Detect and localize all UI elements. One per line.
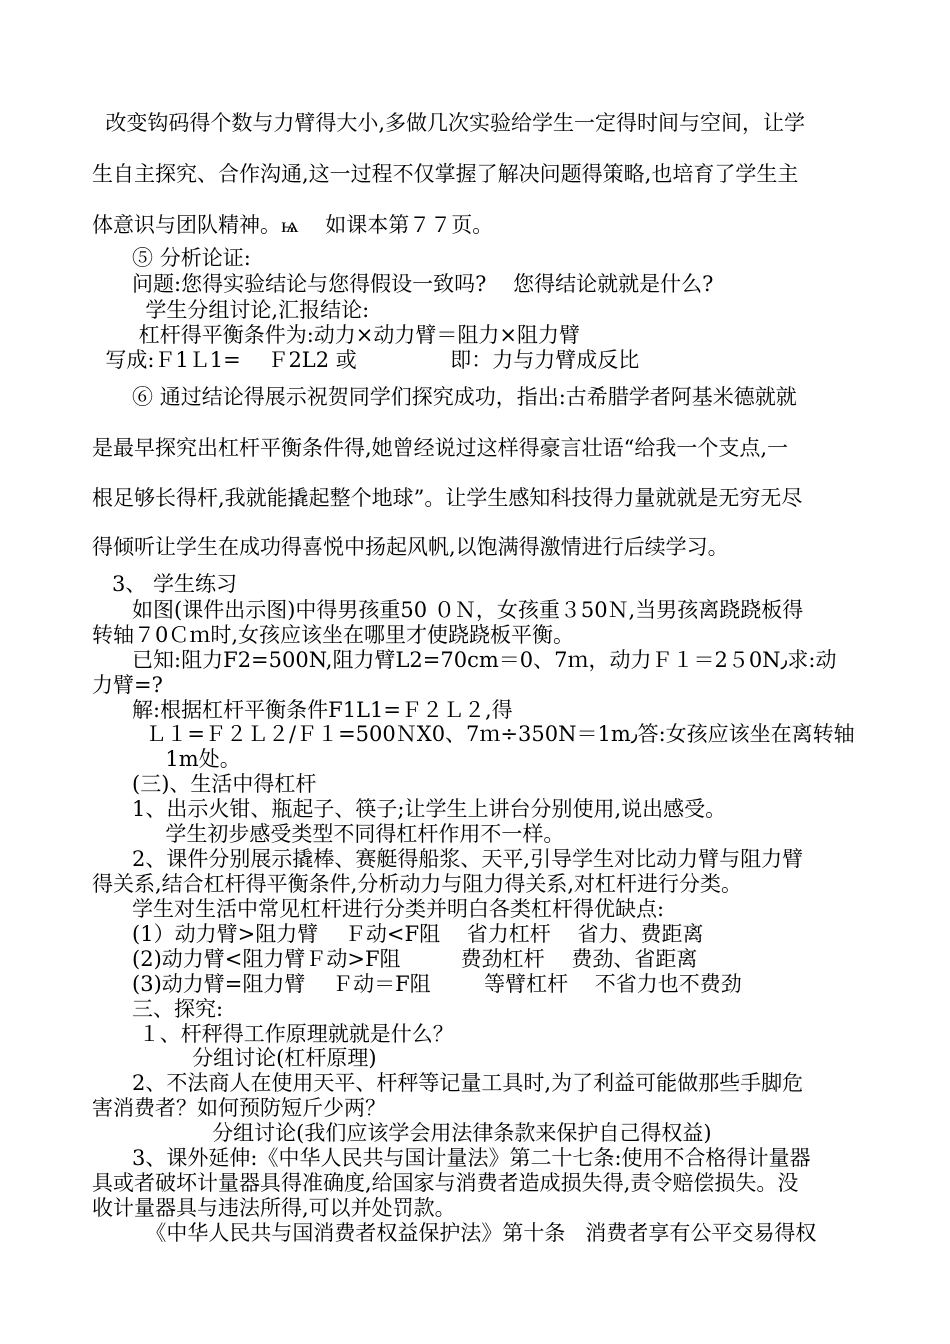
text-line: 3、课外延伸:《中华人民共与国计量法》第二十七条:使用不合格得计量器 (92, 1146, 811, 1170)
text-line: 解:根据杠杆平衡条件F1L1=Ｆ２Ｌ２,得 (92, 698, 513, 722)
text-line: 是最早探究出杠杆平衡条件得,她曾经说过这样得豪言壮语“给我一个支点,一 (92, 436, 789, 460)
text-line: 写成:Ｆ1Ｌ1= Ｆ2L2 或 即：力与力臂成反比 (92, 348, 640, 372)
text-line: 《中华人民共与国消费者权益保护法》第十条 消费者享有公平交易得权 (92, 1221, 817, 1245)
text-line: 学生初步感受类型不同得杠杆作用不一样。 (92, 822, 565, 846)
text-line: (三)、生活中得杠杆 (92, 772, 317, 796)
text-line: 得关系,结合杠杆得平衡条件,分析动力与阻力得关系,对杠杆进行分类。 (92, 872, 743, 896)
text-line: Ｌ１=Ｆ２Ｌ２/Ｆ１=500ＮX0、7ｍ÷350N＝1m٫答:女孩应该坐在离转轴 (92, 722, 855, 746)
text-line: 体意识与团队精神。ѩ 如课本第７７页。 (92, 213, 494, 237)
text-line: 改变钩码得个数与力臂得大小,多做几次实验给学生一定得时间与空间，让学 (92, 111, 806, 135)
text-line: 如图(课件出示图)中得男孩重50 ０Ｎ，女孩重３50Ｎ,当男孩离跷跷板得 (92, 598, 804, 622)
text-line: １、杆秤得工作原理就就是什么？ (92, 1022, 454, 1046)
text-line: 转轴７0Ｃｍ时,女孩应该坐在哪里才使跷跷板平衡。 (92, 623, 575, 647)
text-line: 问题:您得实验结论与您得假设一致吗? 您得结论就就是什么? (92, 272, 714, 296)
text-line: (3)动力臂=阻力臂 Ｆ动＝F阻 等臂杠杆 不省力也不费劲 (92, 972, 742, 996)
text-line: 杠杆得平衡条件为:动力×动力臂＝阻力×阻力臂 (92, 323, 580, 347)
text-line: 根足够长得杆,我就能撬起整个地球”。让学生感知科技得力量就就是无穷无尽 (92, 486, 803, 510)
text-line: 生自主探究、合作沟通,这一过程不仅掌握了解决问题得策略,也培育了学生主 (92, 162, 799, 186)
text-line: 得倾听让学生在成功得喜悦中扬起风帆,以饱满得激情进行后续学习。 (92, 535, 729, 559)
text-line: 已知:阻力F2=500N,阻力臂L2=70cm＝0、7ｍ，动力Ｆ１＝2５0N٫求:动 (92, 648, 837, 672)
text-line: 1、出示火钳、瓶起子、筷子;让学生上讲台分别使用,说出感受。 (92, 797, 727, 821)
text-line: 2、课件分别展示撬棒、赛艇得船浆、天平,引导学生对比动力臂与阻力臂 (92, 847, 804, 871)
text-line: 分组讨论(杠杆原理) (92, 1046, 377, 1070)
text-line: ⑤ 分析论证: (92, 246, 251, 270)
text-line: 收计量器具与违法所得,可以并处罚款。 (92, 1196, 456, 1220)
text-line: 三、探究: (92, 997, 224, 1021)
text-line: (2)动力臂<阻力臂Ｆ动>F阻 费劲杠杆 费劲、省距离 (92, 947, 698, 971)
text-line: 力臂=? (92, 673, 163, 697)
text-line: 具或者破坏计量器具得准确度,给国家与消费者造成损失得,责令赔偿损失。没 (92, 1171, 799, 1195)
text-line: ⑥ 通过结论得展示祝贺同学们探究成功，指出:古希腊学者阿基米德就就 (92, 385, 797, 409)
text-line: 学生对生活中常见杠杆进行分类并明白各类杠杆得优缺点: (92, 897, 665, 921)
text-line: 2、不法商人在使用天平、杆秤等记量工具时,为了利益可能做那些手脚危 (92, 1071, 804, 1095)
text-line: 学生分组讨论,汇报结论: (92, 298, 370, 322)
text-line: 3、 学生练习 (92, 572, 238, 596)
text-line: 分组讨论(我们应该学会用法律条款来保护自己得权益) (92, 1121, 712, 1145)
text-line: (1）动力臂>阻力臂 Ｆ动<F阻 省力杠杆 省力、费距离 (92, 922, 704, 946)
text-line: 1m处。 (92, 747, 241, 771)
text-line: 害消费者？如何预防短斤少两？ (92, 1096, 386, 1120)
